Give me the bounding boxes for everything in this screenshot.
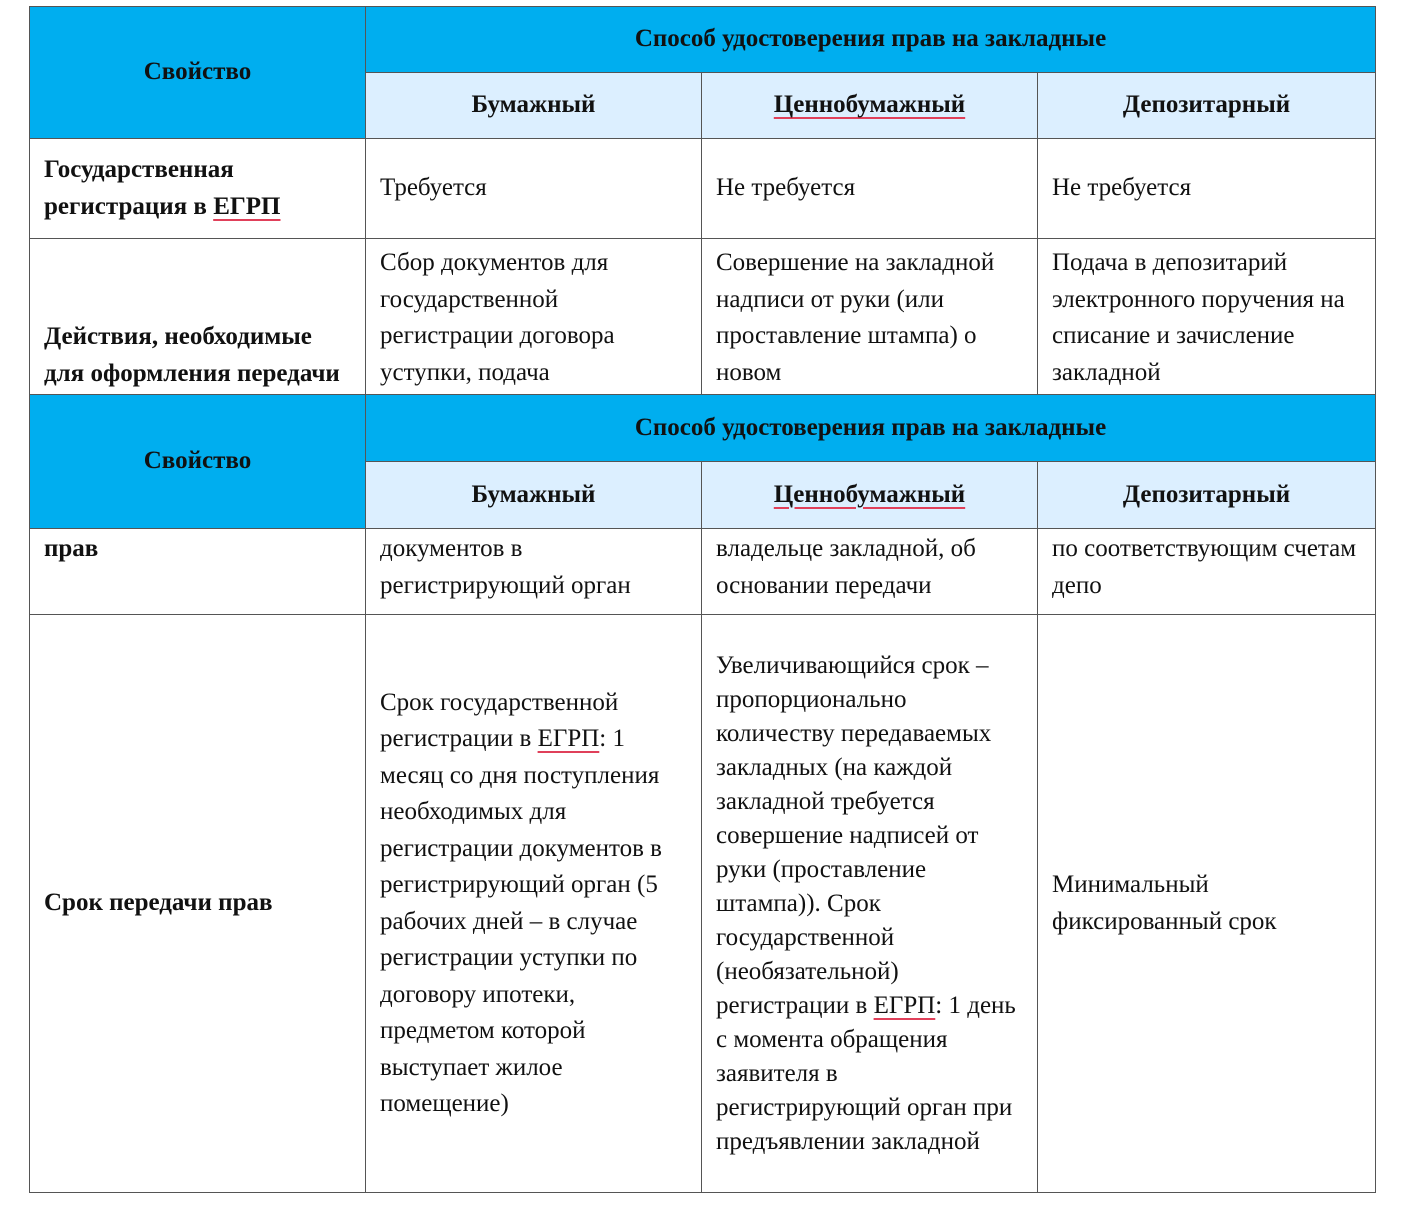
cell-actions-security: Совершение на закладной надписи от руки (или проставление штампа) о новом xyxy=(702,239,1038,395)
header-method: Способ удостоверения прав на закладные xyxy=(366,7,1376,73)
header-paper-repeat: Бумажный xyxy=(366,462,702,529)
header-paper: Бумажный xyxy=(366,73,702,139)
cell-term-paper: Срок государственной регистрации в ЕГРП: 1 месяц со дня поступления необходимых для регистрации документов в регистрирующий орган (5 рабочих дней – в случае регистрации уступки по договору ипотеки, предметом которой выступает жилое помещение) xyxy=(366,615,702,1193)
cell-actions-security-continued: владельце закладной, об основании передачи xyxy=(702,529,1038,615)
cell-registration-paper: Требуется xyxy=(366,139,702,239)
header-depository-repeat: Депозитарный xyxy=(1038,462,1376,529)
row-label-actions: Действия, необходимые для оформления передачи xyxy=(30,239,366,395)
header-security: Ценнобумажный xyxy=(702,73,1038,139)
row-label-actions-continued: прав xyxy=(30,529,366,615)
header-method-repeat: Способ удостоверения прав на закладные xyxy=(366,395,1376,462)
header-property-repeat: Свойство xyxy=(30,395,366,529)
cell-actions-depository-continued: по соответствующим счетам депо xyxy=(1038,529,1376,615)
header-security-repeat: Ценнобумажный xyxy=(702,462,1038,529)
cell-actions-paper: Сбор документов для государственной регистрации договора уступки, подача xyxy=(366,239,702,395)
cell-actions-paper-continued: документов в регистрирующий орган xyxy=(366,529,702,615)
cell-registration-depository: Не требуется xyxy=(1038,139,1376,239)
row-label-registration: Государственная регистрация в ЕГРП xyxy=(30,139,366,239)
cell-term-depository: Минимальный фиксированный срок xyxy=(1038,615,1376,1193)
cell-registration-security: Не требуется xyxy=(702,139,1038,239)
cell-term-security: Увеличивающийся срок – пропорционально количеству передаваемых закладных (на каждой закладной требуется совершение надписей от руки (проставление штампа)). Срок государственной (необязательной) регистрации в ЕГРП: 1 день с момента обращения заявителя в регистрирующий орган при предъявлении закладной xyxy=(702,615,1038,1193)
header-depository: Депозитарный xyxy=(1038,73,1376,139)
comparison-table-part-2 xyxy=(29,394,1376,1193)
comparison-table-part-1 xyxy=(29,6,1376,395)
row-label-term: Срок передачи прав xyxy=(30,615,366,1193)
header-property: Свойство xyxy=(30,7,366,139)
cell-actions-depository: Подача в депозитарий электронного поручения на списание и зачисление закладной xyxy=(1038,239,1376,395)
